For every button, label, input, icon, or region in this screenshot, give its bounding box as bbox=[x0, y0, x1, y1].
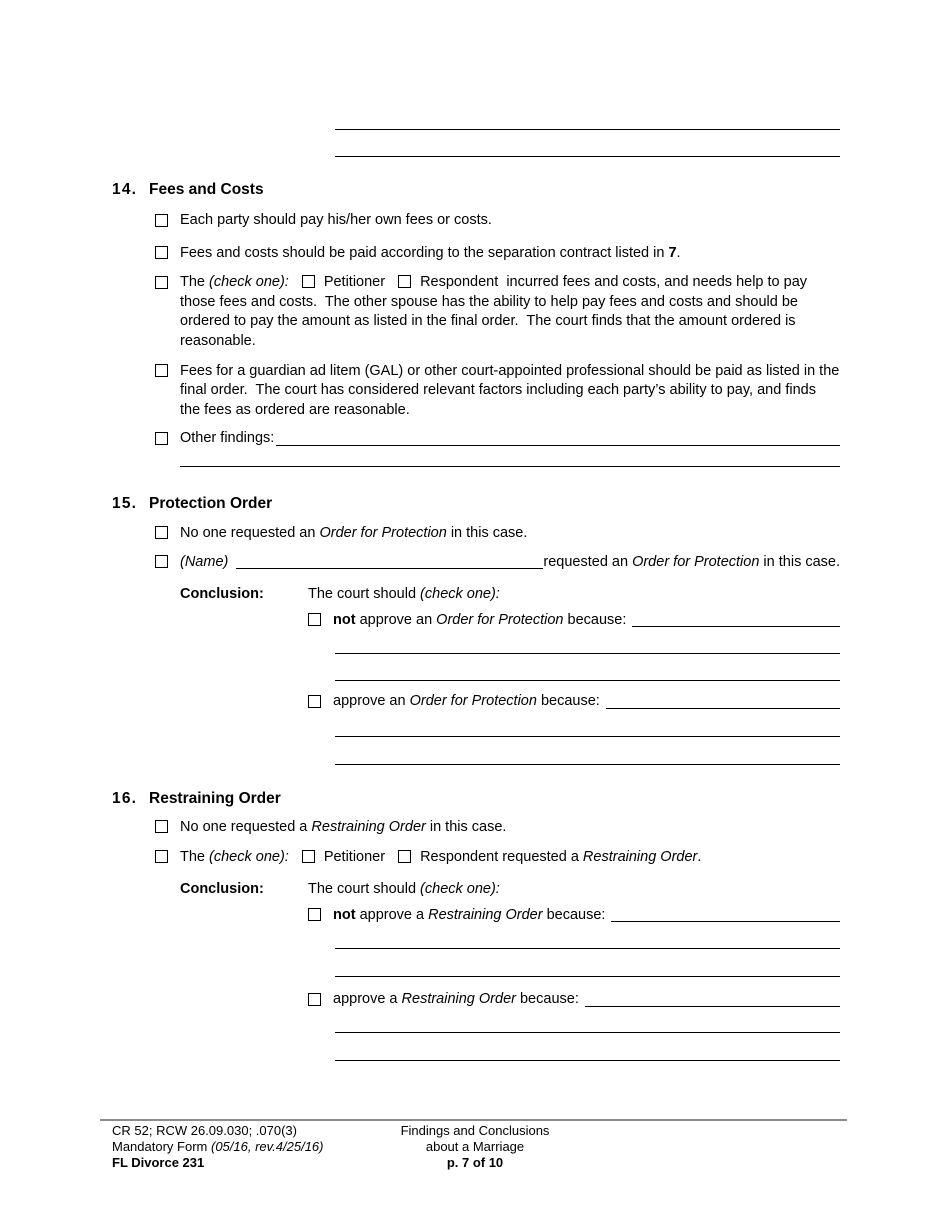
section-16-title: Restraining Order bbox=[149, 789, 281, 807]
footer-citation: CR 52; RCW 26.09.030; .070(3) bbox=[112, 1123, 297, 1138]
item-not-approve-protection bbox=[308, 611, 840, 631]
item-no-restraining-requested bbox=[155, 818, 840, 838]
section-15-heading bbox=[112, 494, 840, 514]
other-findings-line-2[interactable] bbox=[180, 466, 840, 467]
name-label: (Name) bbox=[180, 553, 229, 570]
contract-ref-number: 7 bbox=[668, 244, 677, 261]
checkbox-party-requested-restraining[interactable] bbox=[155, 850, 168, 863]
item-own-fees bbox=[155, 211, 840, 231]
item-gal-fees bbox=[155, 362, 844, 421]
restraining-conclusion-row bbox=[180, 880, 840, 900]
item-party-requested-restraining bbox=[155, 848, 840, 868]
approve-protection-line-2[interactable] bbox=[335, 736, 840, 737]
approve-protection-line-3[interactable] bbox=[335, 764, 840, 765]
section-16-heading bbox=[112, 789, 840, 809]
section-14-number: 14. bbox=[112, 181, 138, 198]
footer-page-number: p. 7 of 10 bbox=[446, 1154, 504, 1170]
approve-protection-text: approve an Order for Protection because: bbox=[333, 693, 604, 710]
approve-restraining-line-2[interactable] bbox=[335, 1032, 840, 1033]
not-approve-protection-reason-line[interactable] bbox=[632, 611, 840, 628]
checkbox-respondent-restraining[interactable] bbox=[398, 850, 411, 863]
other-findings-line-1[interactable] bbox=[276, 429, 840, 446]
approve-restraining-line-3[interactable] bbox=[335, 1060, 840, 1061]
checkbox-approve-protection[interactable] bbox=[308, 695, 321, 708]
conclusion-label: Conclusion: bbox=[180, 881, 264, 898]
checkbox-own-fees[interactable] bbox=[155, 214, 168, 227]
approve-protection-reason-line[interactable] bbox=[606, 692, 840, 709]
footer-form-id: FL Divorce 231 bbox=[112, 1154, 205, 1170]
item-approve-restraining bbox=[308, 990, 840, 1010]
protection-reason-line-2[interactable] bbox=[335, 653, 840, 654]
section-16-number: 16. bbox=[112, 789, 138, 807]
item-no-protection-requested bbox=[155, 524, 840, 544]
approve-restraining-reason-line[interactable] bbox=[585, 990, 840, 1007]
checkbox-gal-fees[interactable] bbox=[155, 364, 168, 377]
item-not-approve-restraining bbox=[308, 906, 840, 926]
not-approve-restraining-reason-line[interactable] bbox=[611, 906, 840, 923]
section-14-heading bbox=[112, 180, 840, 200]
footer-title-line1: Findings and Conclusions bbox=[400, 1123, 550, 1138]
checkbox-incurred-fees[interactable] bbox=[155, 276, 168, 289]
checkbox-approve-restraining[interactable] bbox=[308, 993, 321, 1006]
approve-restraining-text: approve a Restraining Order because: bbox=[333, 991, 583, 1008]
checkbox-petitioner-fees[interactable] bbox=[302, 275, 315, 288]
item-no-protection-text: No one requested an Order for Protection in this case. bbox=[180, 524, 528, 541]
item-no-restraining-text: No one requested a Restraining Order in this case. bbox=[180, 818, 507, 835]
not-approve-restraining-text: not approve a Restraining Order because: bbox=[333, 906, 610, 923]
item-incurred-fees-text: The (check one): Petitioner Respondent incurred fees and costs, and needs help to pay those fees and costs. The other spouse has the ability to help pay fees and costs and should be ordered to pay the amount as listed in the final order. The court finds that the amount ordered is reasonable. bbox=[180, 274, 812, 349]
conclusion-instruction: The court should (check one): bbox=[308, 586, 500, 603]
checkbox-other-findings[interactable] bbox=[155, 432, 168, 445]
page-footer bbox=[0, 1119, 950, 1170]
conclusion-label: Conclusion: bbox=[180, 586, 264, 603]
restraining-reason-line-3[interactable] bbox=[335, 976, 840, 977]
protection-reason-line-3[interactable] bbox=[335, 680, 840, 681]
item-other-findings bbox=[155, 429, 840, 449]
checkbox-respondent-fees[interactable] bbox=[398, 275, 411, 288]
protection-conclusion-row bbox=[180, 585, 840, 605]
section-14-title: Fees and Costs bbox=[149, 181, 264, 198]
checkbox-petitioner-restraining[interactable] bbox=[302, 850, 315, 863]
item-party-requested-text: The (check one): Petitioner Respondent requested a Restraining Order. bbox=[180, 848, 702, 865]
item-other-findings-label: Other findings: bbox=[180, 430, 275, 447]
checkbox-no-restraining-requested[interactable] bbox=[155, 820, 168, 833]
footer-doc-title bbox=[0, 1123, 950, 1170]
item-name-requested-text: (Name) requested an Order for Protection in this case. bbox=[180, 553, 840, 573]
item-gal-fees-text: Fees for a guardian ad litem (GAL) or other court-appointed professional should be paid as listed in the final order. The court has considered relevant factors including each party’s ability to pay, and finds the fees as ordered are reasonable. bbox=[180, 362, 844, 418]
item-name-requested-protection bbox=[155, 553, 840, 573]
top-blank-line-2[interactable] bbox=[335, 156, 840, 157]
footer-mandatory-form: Mandatory Form (05/16, rev.4/25/16) bbox=[112, 1138, 324, 1154]
section-15-number: 15. bbox=[112, 494, 138, 512]
checkbox-separation-contract[interactable] bbox=[155, 246, 168, 259]
checkbox-no-protection-requested[interactable] bbox=[155, 526, 168, 539]
restraining-reason-line-2[interactable] bbox=[335, 948, 840, 949]
top-blank-line-1[interactable] bbox=[335, 129, 840, 130]
checkbox-not-approve-protection[interactable] bbox=[308, 613, 321, 626]
item-separation-contract-text: Fees and costs should be paid according to the separation contract listed in 7. bbox=[180, 244, 681, 261]
footer-title-line2: about a Marriage bbox=[425, 1138, 525, 1154]
item-separation-contract bbox=[155, 244, 840, 264]
checkbox-name-requested-protection[interactable] bbox=[155, 555, 168, 568]
name-blank-line[interactable] bbox=[236, 553, 543, 570]
checkbox-not-approve-restraining[interactable] bbox=[308, 908, 321, 921]
conclusion-instruction: The court should (check one): bbox=[308, 881, 500, 898]
not-approve-protection-text: not approve an Order for Protection because: bbox=[333, 611, 631, 628]
section-15-title: Protection Order bbox=[149, 494, 273, 512]
item-incurred-fees bbox=[155, 273, 840, 351]
item-approve-protection bbox=[308, 692, 840, 712]
item-own-fees-text: Each party should pay his/her own fees or costs. bbox=[180, 212, 492, 228]
footer-divider bbox=[100, 1119, 847, 1121]
